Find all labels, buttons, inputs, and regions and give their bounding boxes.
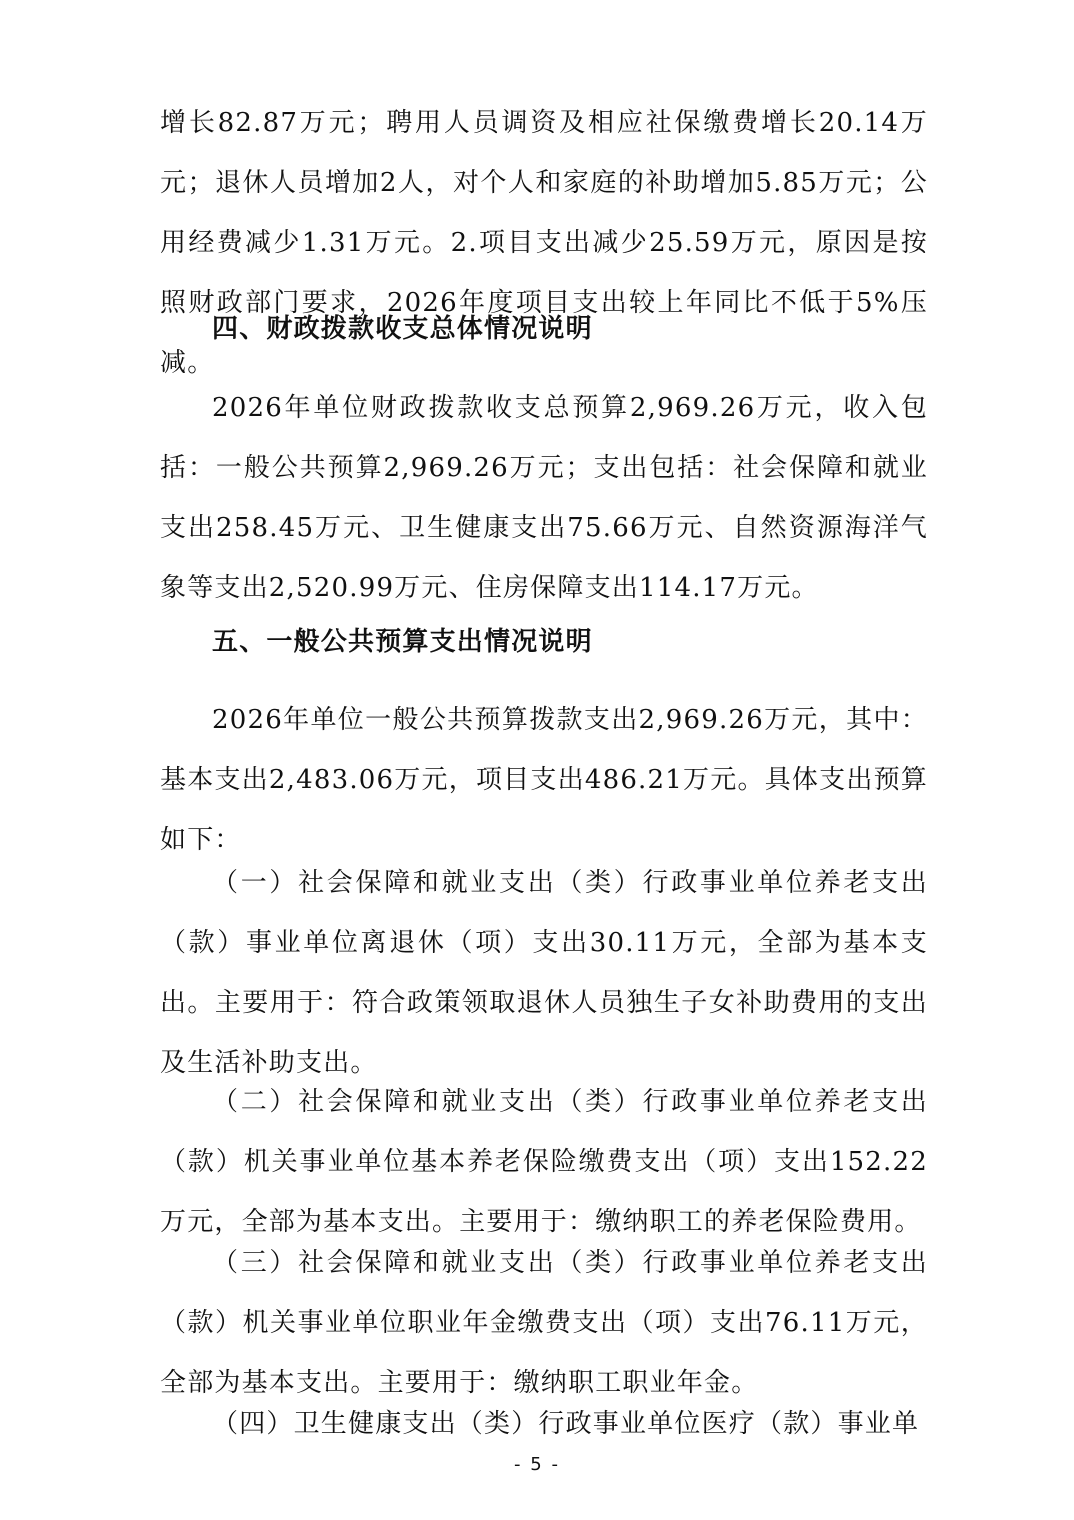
paragraph-item-three: （三）社会保障和就业支出（类）行政事业单位养老支出（款）机关事业单位职业年金缴费支出（项）支出76.11万元，全部为基本支出。主要用于：缴纳职工职业年金。: [160, 1248, 928, 1398]
section-heading-five: 五、一般公共预算支出情况说明: [212, 627, 593, 657]
paragraph-budget-changes: 增长82.87万元；聘用人员调资及相应社保缴费增长20.14万元；退休人员增加2人，对个人和家庭的补助增加5.85万元；公用经费减少1.31万元。2.项目支出减少25.59万元，原因是按照财政部门要求，2026年度项目支出较上年同比不低于5%压减。: [160, 108, 928, 378]
section-heading-four: 四、财政拨款收支总体情况说明: [212, 314, 593, 344]
paragraph-financial-allocation-overview: 2026年单位财政拨款收支总预算2,969.26万元，收入包括：一般公共预算2,969.26万元；支出包括：社会保障和就业支出258.45万元、卫生健康支出75.66万元、自然资源海洋气象等支出2,520.99万元、住房保障支出114.17万元。: [160, 393, 928, 603]
paragraph-item-four: （四）卫生健康支出（类）行政事业单位医疗（款）事业单: [212, 1409, 920, 1439]
page-number: - 5 -: [514, 1454, 560, 1475]
paragraph-general-public-budget: 2026年单位一般公共预算拨款支出2,969.26万元，其中：基本支出2,483.06万元，项目支出486.21万元。具体支出预算如下：: [160, 705, 928, 855]
paragraph-item-one: （一）社会保障和就业支出（类）行政事业单位养老支出（款）事业单位离退休（项）支出30.11万元，全部为基本支出。主要用于：符合政策领取退休人员独生子女补助费用的支出及生活补助支出。: [160, 868, 928, 1078]
paragraph-item-two: （二）社会保障和就业支出（类）行政事业单位养老支出（款）机关事业单位基本养老保险缴费支出（项）支出152.22万元，全部为基本支出。主要用于：缴纳职工的养老保险费用。: [160, 1087, 928, 1237]
